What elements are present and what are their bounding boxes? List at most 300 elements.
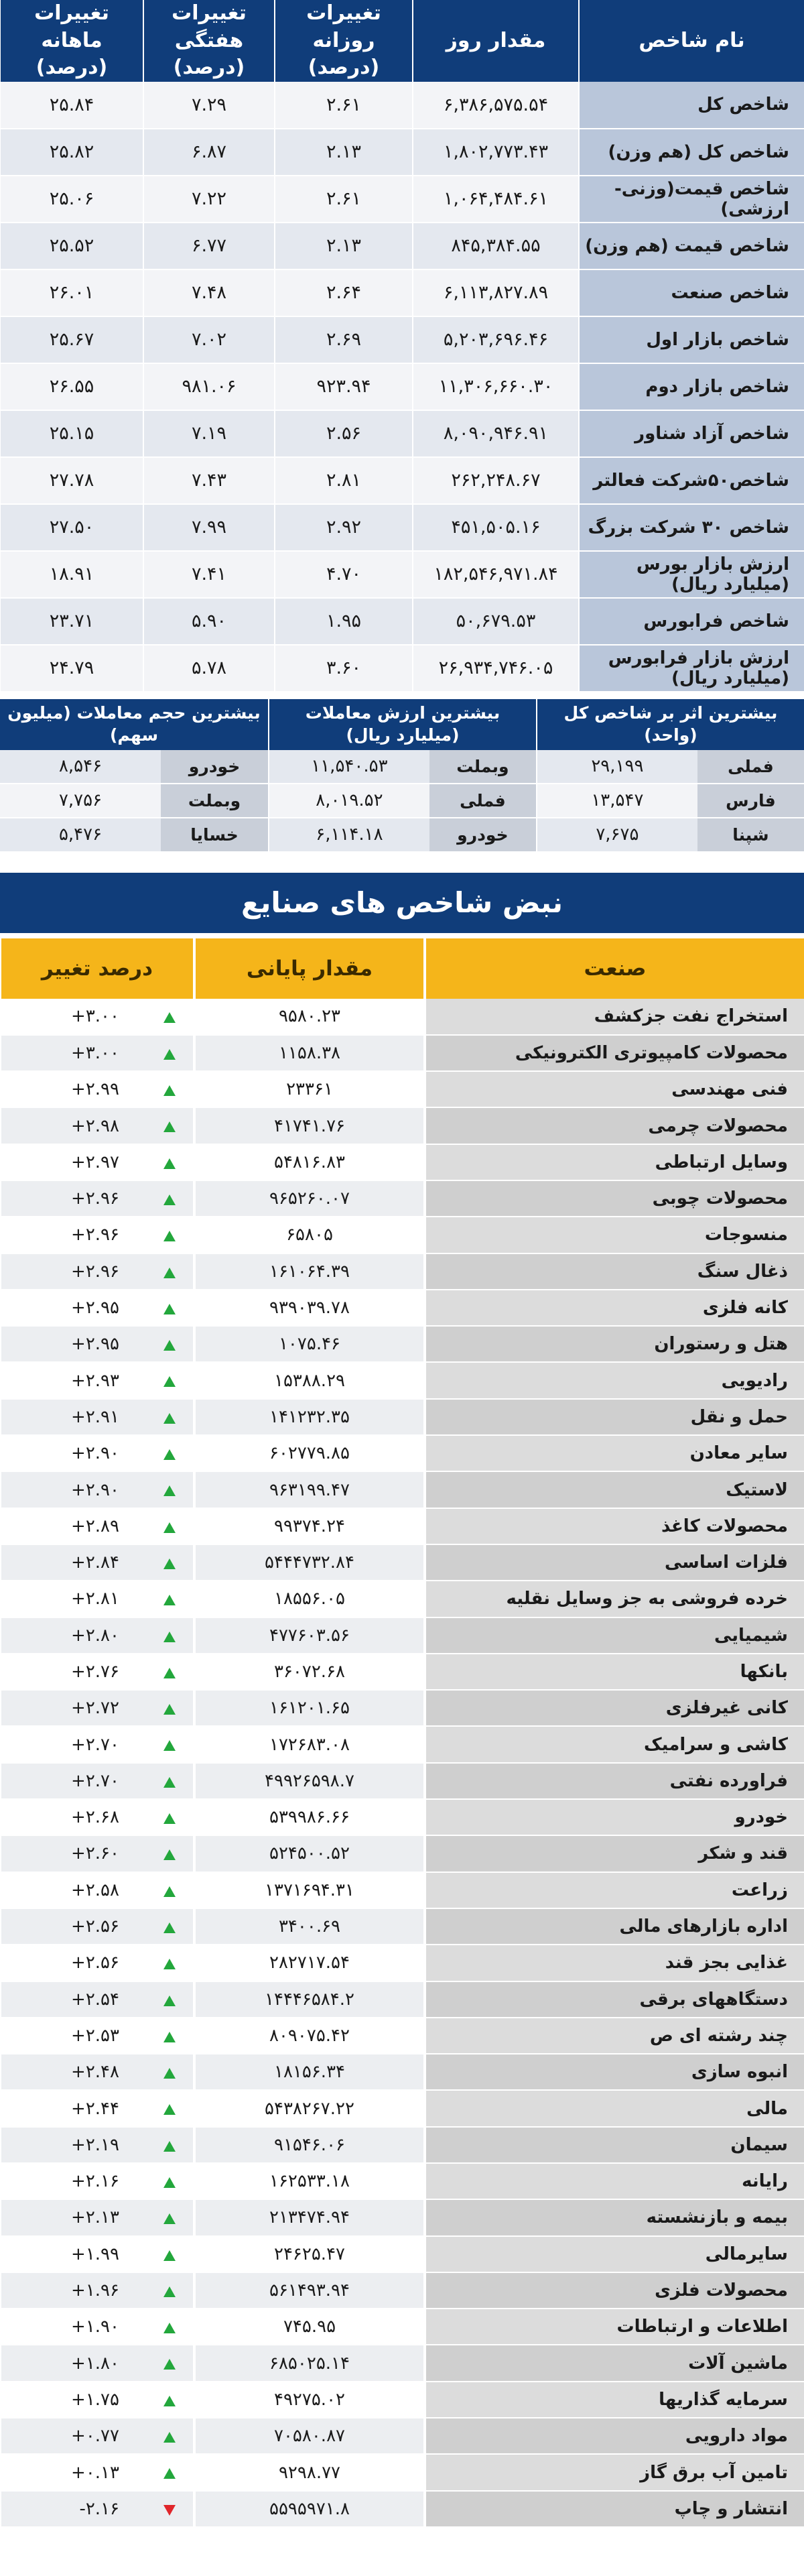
change-value: +۲.۱۳: [71, 2207, 119, 2228]
industry-final-value: ۵۵۹۵۹۷۱.۸: [194, 2491, 425, 2527]
industry-change: [0, 2418, 194, 2454]
industry-change: [0, 1654, 194, 1690]
index-value: ۱۸۲,۵۴۶,۹۷۱.۸۴: [413, 551, 579, 598]
industry-final-value: ۴۹۲۷۵.۰۲: [194, 2382, 425, 2418]
movers-symbol: وبملت: [429, 750, 536, 784]
industry-row: [0, 2309, 804, 2345]
index-value: ۱,۸۰۲,۷۷۳.۴۳: [413, 129, 579, 176]
industry-final-value: ۹۵۸۰.۲۳: [194, 999, 425, 1035]
arrow-up-icon: [163, 1959, 176, 1969]
header-value: مقدار روز: [413, 0, 579, 82]
industry-name: کانه فلزی: [425, 1290, 804, 1326]
industry-final-value: ۵۳۹۹۸۶.۶۶: [194, 1799, 425, 1835]
movers-row: [0, 784, 268, 818]
arrow-up-icon: [163, 1413, 176, 1424]
industry-row: [0, 1362, 804, 1398]
industry-final-value: ۷۰۵۸۰.۸۷: [194, 2418, 425, 2454]
index-monthly: ۲۵.۸۴: [0, 82, 143, 129]
industry-change: [0, 1872, 194, 1908]
movers-header: بیشترین حجم معاملات (میلیون سهم): [0, 699, 268, 750]
change-value: +۲.۹۱: [71, 1406, 119, 1427]
industry-change: [0, 2018, 194, 2054]
movers-column: [536, 699, 804, 853]
industry-name: بانکها: [425, 1654, 804, 1690]
index-daily: ۲.۶۱: [275, 82, 413, 129]
arrow-up-icon: [163, 1777, 176, 1788]
industry-final-value: ۹۶۳۱۹۹.۴۷: [194, 1471, 425, 1508]
arrow-up-icon: [163, 2250, 176, 2261]
industry-final-value: ۵۶۱۴۹۳.۹۴: [194, 2272, 425, 2309]
industry-name: سیمان: [425, 2127, 804, 2163]
industry-change: [0, 1763, 194, 1799]
arrow-up-icon: [163, 1158, 176, 1169]
change-value: +۲.۸۱: [71, 1589, 119, 1609]
index-weekly: ۷.۴۳: [143, 457, 275, 504]
industry-final-value: ۸۰۹۰۷۵.۴۲: [194, 2018, 425, 2054]
movers-row: [269, 818, 536, 853]
industry-final-value: ۲۴۶۲۵.۴۷: [194, 2236, 425, 2272]
industry-final-value: ۱۳۷۱۶۹۴.۳۱: [194, 1872, 425, 1908]
index-daily: ۲.۵۶: [275, 410, 413, 457]
index-row: [0, 316, 804, 363]
change-value: +۲.۹۶: [71, 1261, 119, 1282]
industry-name: محصولات فلزی: [425, 2272, 804, 2309]
industry-row: [0, 999, 804, 1035]
change-value: +۲.۵۶: [71, 1953, 119, 1973]
movers-header: بیشترین اثر بر شاخص کل (واحد): [537, 699, 804, 750]
industry-change: [0, 2272, 194, 2309]
index-daily: ۳.۶۰: [275, 645, 413, 692]
industry-name: هتل و رستوران: [425, 1326, 804, 1362]
industry-final-value: ۵۴۳۸۲۶۷.۲۲: [194, 2090, 425, 2126]
movers-row: [537, 818, 804, 853]
index-row: [0, 551, 804, 598]
index-row: [0, 82, 804, 129]
industry-change: [0, 2054, 194, 2090]
industry-row: [0, 1908, 804, 1945]
industry-final-value: ۴۱۷۴۱.۷۶: [194, 1107, 425, 1144]
header-weekly: تغییرات هفتگی (درصد): [143, 0, 275, 82]
movers-row: [537, 784, 804, 818]
industry-change: [0, 1508, 194, 1544]
change-value: +۱.۷۵: [71, 2389, 119, 2410]
industry-name: سرمایه گذاریها: [425, 2382, 804, 2418]
industry-change: [0, 1471, 194, 1508]
movers-symbol: وبملت: [161, 784, 268, 818]
change-value: +۱.۸۰: [71, 2353, 119, 2374]
industry-name: محصولات چرمی: [425, 1107, 804, 1144]
industry-row: [0, 2127, 804, 2163]
index-daily: ۹۲۳.۹۴: [275, 363, 413, 410]
index-name: شاخص آزاد شناور: [579, 410, 804, 457]
industry-change: [0, 1908, 194, 1945]
industry-final-value: ۱۴۱۲۳۲.۳۵: [194, 1399, 425, 1435]
change-value: +۲.۵۳: [71, 2025, 119, 2046]
industry-change: [0, 2491, 194, 2527]
movers-symbol: فارس: [697, 784, 804, 818]
movers-value: ۵,۴۷۶: [0, 818, 161, 853]
change-value: +۲.۹۶: [71, 1225, 119, 1245]
index-table: [0, 0, 804, 692]
industry-change: [0, 1690, 194, 1726]
arrow-up-icon: [163, 1085, 176, 1096]
arrow-up-icon: [163, 1632, 176, 1642]
change-value: +۰.۷۷: [71, 2426, 119, 2447]
arrow-up-icon: [163, 1194, 176, 1205]
index-row: [0, 645, 804, 692]
arrow-up-icon: [163, 1340, 176, 1351]
index-daily: ۲.۶۱: [275, 176, 413, 223]
index-weekly: ۵.۷۸: [143, 645, 275, 692]
industry-row: [0, 2236, 804, 2272]
industry-final-value: ۴۹۹۲۶۵۹۸.۷: [194, 1763, 425, 1799]
industry-change: [0, 1726, 194, 1762]
industry-change: [0, 1544, 194, 1581]
index-weekly: ۷.۲۹: [143, 82, 275, 129]
arrow-up-icon: [163, 2396, 176, 2406]
industry-name: دستگاههای برقی: [425, 1981, 804, 2018]
change-value: +۲.۵۶: [71, 1916, 119, 1937]
arrow-up-icon: [163, 2359, 176, 2370]
industry-change: [0, 1981, 194, 2018]
index-monthly: ۲۵.۵۲: [0, 223, 143, 269]
industry-row: [0, 2491, 804, 2527]
industry-name: تامین آب برق گاز: [425, 2454, 804, 2490]
arrow-up-icon: [163, 1268, 176, 1278]
change-value: +۲.۹۹: [71, 1079, 119, 1100]
index-daily: ۲.۹۲: [275, 504, 413, 551]
arrow-up-icon: [163, 1121, 176, 1132]
industry-row: [0, 1508, 804, 1544]
index-monthly: ۲۵.۰۶: [0, 176, 143, 223]
index-value: ۵,۲۰۳,۶۹۶.۴۶: [413, 316, 579, 363]
arrow-up-icon: [163, 1922, 176, 1933]
industry-final-value: ۷۴۵.۹۵: [194, 2309, 425, 2345]
index-monthly: ۲۶.۰۱: [0, 269, 143, 316]
index-name: شاخص بازار اول: [579, 316, 804, 363]
change-value: +۲.۸۹: [71, 1516, 119, 1536]
index-value: ۴۵۱,۵۰۵.۱۶: [413, 504, 579, 551]
index-daily: ۱.۹۵: [275, 598, 413, 645]
industry-row: [0, 1617, 804, 1654]
industry-name: قند و شکر: [425, 1835, 804, 1872]
index-name: ارزش بازار فرابورس (میلیارد ریال): [579, 645, 804, 692]
arrow-up-icon: [163, 2068, 176, 2079]
movers-value: ۲۹,۱۹۹: [537, 750, 697, 784]
index-monthly: ۲۴.۷۹: [0, 645, 143, 692]
arrow-up-icon: [163, 1376, 176, 1387]
index-value: ۶,۳۸۶,۵۷۵.۵۴: [413, 82, 579, 129]
arrow-up-icon: [163, 1886, 176, 1897]
movers-value: ۸,۰۱۹.۵۲: [269, 784, 429, 818]
industry-change: [0, 1799, 194, 1835]
index-monthly: ۱۸.۹۱: [0, 551, 143, 598]
industry-row: [0, 1945, 804, 1981]
industry-final-value: ۹۹۳۷۴.۲۴: [194, 1508, 425, 1544]
index-monthly: ۲۵.۱۵: [0, 410, 143, 457]
movers-column: [268, 699, 536, 853]
industry-row: [0, 2054, 804, 2090]
industry-final-value: ۵۴۸۱۶.۸۳: [194, 1144, 425, 1180]
industry-change: [0, 2345, 194, 2381]
change-value: +۲.۹۷: [71, 1152, 119, 1172]
index-daily: ۲.۸۱: [275, 457, 413, 504]
industry-row: [0, 2163, 804, 2199]
industry-name: زراعت: [425, 1872, 804, 1908]
index-monthly: ۲۷.۷۸: [0, 457, 143, 504]
arrow-up-icon: [163, 2323, 176, 2333]
movers-row: [269, 750, 536, 784]
industry-name: فنی مهندسی: [425, 1071, 804, 1107]
industry-table-header: [0, 938, 804, 999]
industry-name: وسایل ارتباطی: [425, 1144, 804, 1180]
industry-change: [0, 1144, 194, 1180]
index-weekly: ۷.۹۹: [143, 504, 275, 551]
index-monthly: ۲۳.۷۱: [0, 598, 143, 645]
index-weekly: ۵.۹۰: [143, 598, 275, 645]
industry-row: [0, 1399, 804, 1435]
industry-row: [0, 1107, 804, 1144]
movers-row: [537, 750, 804, 784]
index-weekly: ۷.۱۹: [143, 410, 275, 457]
industry-row: [0, 2090, 804, 2126]
change-value: +۲.۸۰: [71, 1625, 119, 1646]
industry-change: [0, 2236, 194, 2272]
change-value: +۲.۷۲: [71, 1698, 119, 1719]
index-weekly: ۷.۰۲: [143, 316, 275, 363]
arrow-up-icon: [163, 2213, 176, 2224]
industry-final-value: ۱۱۵۸.۳۸: [194, 1035, 425, 1071]
industry-final-value: ۱۰۷۵.۴۶: [194, 1326, 425, 1362]
industry-name: رایانه: [425, 2163, 804, 2199]
industry-name: خودرو: [425, 1799, 804, 1835]
change-value: +۰.۱۳: [71, 2462, 119, 2483]
arrow-up-icon: [163, 1595, 176, 1605]
header-final-value: مقدار پایانی: [194, 938, 425, 999]
industry-name: محصولات کاغذ: [425, 1508, 804, 1544]
index-value: ۲۶۲,۲۴۸.۶۷: [413, 457, 579, 504]
index-daily: ۲.۱۳: [275, 223, 413, 269]
industry-name: ماشین آلات: [425, 2345, 804, 2381]
index-row: [0, 269, 804, 316]
industry-row: [0, 1726, 804, 1762]
industry-row: [0, 1690, 804, 1726]
industry-change: [0, 1581, 194, 1617]
arrow-up-icon: [163, 1304, 176, 1314]
index-name: شاخص صنعت: [579, 269, 804, 316]
change-value: +۲.۹۸: [71, 1115, 119, 1136]
industry-name: سایر معادن: [425, 1435, 804, 1471]
change-value: +۲.۸۴: [71, 1552, 119, 1573]
industry-final-value: ۱۷۲۶۸۳.۰۸: [194, 1726, 425, 1762]
industry-name: غذایی بجز قند: [425, 1945, 804, 1981]
index-value: ۵۰,۶۷۹.۵۳: [413, 598, 579, 645]
movers-row: [269, 784, 536, 818]
movers-value: ۸,۵۴۶: [0, 750, 161, 784]
index-weekly: ۹۸۱.۰۶: [143, 363, 275, 410]
industry-change: [0, 1035, 194, 1071]
industry-row: [0, 2418, 804, 2454]
index-monthly: ۲۵.۶۷: [0, 316, 143, 363]
industry-row: [0, 1872, 804, 1908]
industry-change: [0, 1107, 194, 1144]
industry-name: لاستیک: [425, 1471, 804, 1508]
industry-row: [0, 1763, 804, 1799]
movers-column: [0, 699, 268, 853]
industry-change: [0, 1253, 194, 1290]
industry-name: رادیویی: [425, 1362, 804, 1398]
change-value: +۲.۹۵: [71, 1298, 119, 1318]
arrow-up-icon: [163, 2032, 176, 2042]
index-value: ۱,۰۶۴,۴۸۴.۶۱: [413, 176, 579, 223]
industry-final-value: ۶۵۸۰۵: [194, 1217, 425, 1253]
change-value: +۲.۹۰: [71, 1443, 119, 1464]
index-row: [0, 129, 804, 176]
industry-name: مواد دارویی: [425, 2418, 804, 2454]
arrow-up-icon: [163, 1849, 176, 1860]
index-name: شاخص فرابورس: [579, 598, 804, 645]
index-value: ۸۴۵,۳۸۴.۵۵: [413, 223, 579, 269]
industry-name: انبوه سازی: [425, 2054, 804, 2090]
index-weekly: ۷.۴۸: [143, 269, 275, 316]
industry-table: [0, 938, 804, 2528]
industry-row: [0, 1326, 804, 1362]
index-name: ارزش بازار بورس (میلیارد ریال): [579, 551, 804, 598]
arrow-up-icon: [163, 1740, 176, 1751]
index-name: شاخص کل (هم وزن): [579, 129, 804, 176]
index-name: شاخص قیمت (هم وزن): [579, 223, 804, 269]
index-weekly: ۷.۴۱: [143, 551, 275, 598]
change-value: +۲.۶۰: [71, 1843, 119, 1864]
header-monthly: تغییرات ماهانه (درصد): [0, 0, 143, 82]
index-weekly: ۷.۲۲: [143, 176, 275, 223]
arrow-up-icon: [163, 1522, 176, 1533]
industry-final-value: ۹۳۹۰۳۹.۷۸: [194, 1290, 425, 1326]
movers-value: ۷,۷۵۶: [0, 784, 161, 818]
industry-row: [0, 1835, 804, 1872]
industry-row: [0, 2382, 804, 2418]
industry-final-value: ۳۶۰۷۲.۶۸: [194, 1654, 425, 1690]
industry-change: [0, 1217, 194, 1253]
industry-row: [0, 1435, 804, 1471]
industry-row: [0, 2199, 804, 2235]
index-monthly: ۲۶.۵۵: [0, 363, 143, 410]
movers-symbol: خسایا: [161, 818, 268, 853]
movers-value: ۷,۶۷۵: [537, 818, 697, 853]
change-value: +۱.۹۰: [71, 2317, 119, 2337]
industry-name: فلزات اساسی: [425, 1544, 804, 1581]
industry-final-value: ۱۸۵۵۶.۰۵: [194, 1581, 425, 1617]
industry-row: [0, 1471, 804, 1508]
industry-row: [0, 2018, 804, 2054]
industry-row: [0, 1035, 804, 1071]
movers-row: [0, 750, 268, 784]
change-value: +۲.۴۴: [71, 2098, 119, 2119]
industry-final-value: ۱۶۱۲۰۱.۶۵: [194, 1690, 425, 1726]
index-weekly: ۶.۷۷: [143, 223, 275, 269]
header-industry: صنعت: [425, 938, 804, 999]
arrow-up-icon: [163, 1668, 176, 1678]
industry-final-value: ۹۶۵۲۶۰.۰۷: [194, 1180, 425, 1217]
industry-change: [0, 1290, 194, 1326]
industry-row: [0, 2272, 804, 2309]
arrow-up-icon: [163, 1996, 176, 2006]
industry-final-value: ۹۱۵۴۶.۰۶: [194, 2127, 425, 2163]
change-value: +۲.۹۶: [71, 1188, 119, 1209]
arrow-up-icon: [163, 1012, 176, 1023]
industry-row: [0, 1253, 804, 1290]
change-value: +۲.۶۸: [71, 1807, 119, 1828]
industry-final-value: ۱۶۱۰۶۴.۳۹: [194, 1253, 425, 1290]
industry-row: [0, 1981, 804, 2018]
industry-row: [0, 1654, 804, 1690]
arrow-up-icon: [163, 1485, 176, 1496]
header-daily: تغییرات روزانه (درصد): [275, 0, 413, 82]
industry-change: [0, 1326, 194, 1362]
index-value: ۸,۰۹۰,۹۴۶.۹۱: [413, 410, 579, 457]
arrow-up-icon: [163, 1049, 176, 1060]
industry-name: خرده فروشی به جز وسایل نقلیه: [425, 1581, 804, 1617]
industry-change: [0, 1945, 194, 1981]
movers-value: ۶,۱۱۴.۱۸: [269, 818, 429, 853]
industry-row: [0, 1144, 804, 1180]
industry-name: انتشار و چاپ: [425, 2491, 804, 2527]
change-value: +۲.۹۳: [71, 1370, 119, 1391]
industry-final-value: ۲۱۳۴۷۴.۹۴: [194, 2199, 425, 2235]
movers-symbol: شپنا: [697, 818, 804, 853]
index-row: [0, 457, 804, 504]
industry-final-value: ۶۸۵۰۲۵.۱۴: [194, 2345, 425, 2381]
industry-row: [0, 1217, 804, 1253]
header-change: درصد تغییر: [0, 938, 194, 999]
change-value: -۲.۱۶: [79, 2498, 119, 2519]
header-name: نام شاخص: [579, 0, 804, 82]
arrow-up-icon: [163, 1704, 176, 1715]
arrow-up-icon: [163, 2141, 176, 2152]
industry-change: [0, 1617, 194, 1654]
arrow-up-icon: [163, 1449, 176, 1460]
change-value: +۲.۹۵: [71, 1334, 119, 1355]
industry-name: استخراج نفت جزکشف: [425, 999, 804, 1035]
movers-symbol: فملی: [697, 750, 804, 784]
industry-row: [0, 1071, 804, 1107]
industry-change: [0, 2454, 194, 2490]
change-value: +۲.۱۶: [71, 2171, 119, 2192]
industry-name: اطلاعات و ارتباطات: [425, 2309, 804, 2345]
industry-final-value: ۱۵۳۸۸.۲۹: [194, 1362, 425, 1398]
industry-name: کانی غیرفلزی: [425, 1690, 804, 1726]
industry-final-value: ۲۳۳۶۱: [194, 1071, 425, 1107]
change-value: +۲.۱۹: [71, 2134, 119, 2155]
index-row: [0, 598, 804, 645]
industry-final-value: ۹۲۹۸.۷۷: [194, 2454, 425, 2490]
index-daily: ۲.۱۳: [275, 129, 413, 176]
industry-final-value: ۵۴۴۴۷۳۲.۸۴: [194, 1544, 425, 1581]
industry-name: محصولات چوبی: [425, 1180, 804, 1217]
arrow-down-icon: [163, 2505, 176, 2516]
change-value: +۲.۷۰: [71, 1770, 119, 1791]
movers-value: ۱۳,۵۴۷: [537, 784, 697, 818]
industry-final-value: ۲۸۲۷۱۷.۵۴: [194, 1945, 425, 1981]
index-row: [0, 410, 804, 457]
index-row: [0, 363, 804, 410]
index-value: ۶,۱۱۳,۸۲۷.۸۹: [413, 269, 579, 316]
industry-change: [0, 2163, 194, 2199]
movers-symbol: خودرو: [161, 750, 268, 784]
change-value: +۲.۷۰: [71, 1734, 119, 1755]
arrow-up-icon: [163, 2432, 176, 2443]
index-daily: ۴.۷۰: [275, 551, 413, 598]
